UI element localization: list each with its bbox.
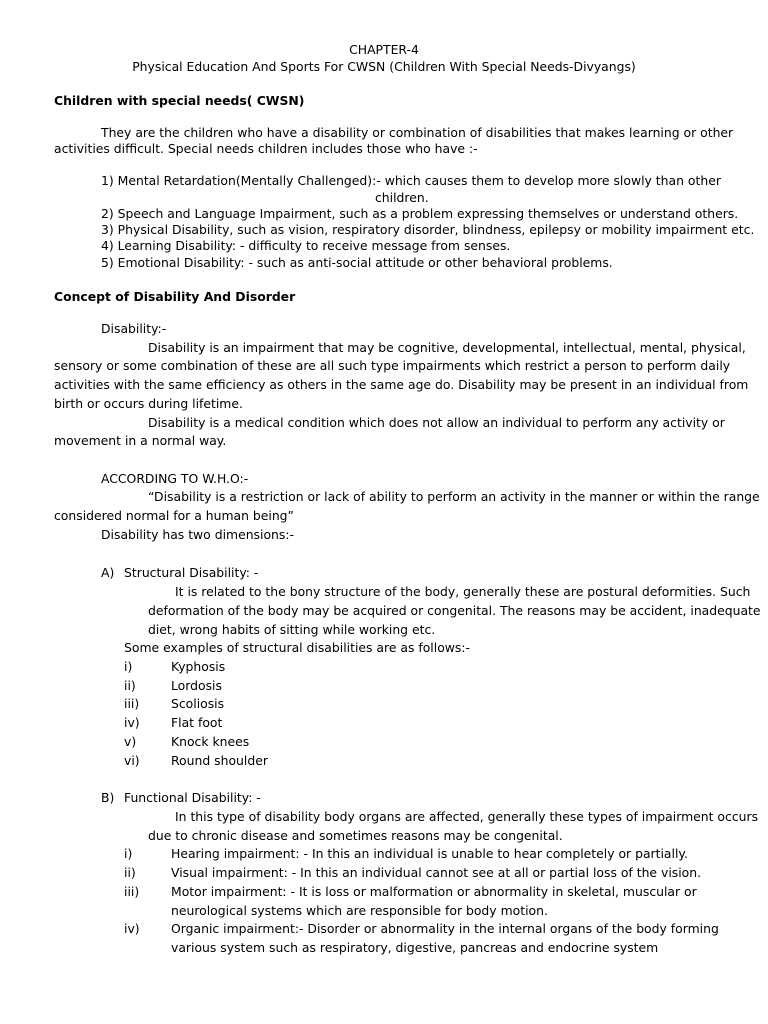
list-number: i) [124, 846, 133, 861]
examples-intro: Some examples of structural disabilities are as follows:- [124, 640, 471, 655]
paragraph-line: diet, wrong habits of sitting while working etc. [148, 622, 436, 637]
who-quote-line: “Disability is a restriction or lack of ability to perform an activity in the manner or within the range [148, 489, 760, 504]
paragraph-line: activities with the same efficiency as others in the same age do. Disability may be present in an individual from [54, 377, 749, 392]
list-item: Scoliosis [171, 696, 225, 711]
list-item: 1) Mental Retardation(Mentally Challenged):- which causes them to develop more slowly than other [101, 173, 721, 188]
list-item: 2) Speech and Language Impairment, such as a problem expressing themselves or understand others. [101, 206, 739, 221]
who-label: ACCORDING TO W.H.O:- [101, 471, 249, 486]
list-number: iii) [124, 696, 140, 711]
list-item: Kyphosis [171, 659, 226, 674]
list-number: ii) [124, 865, 136, 880]
list-item: Hearing impairment: - In this an individual is unable to hear completely or partially. [171, 846, 688, 861]
paragraph-line: Disability is a medical condition which does not allow an individual to perform any activity or [148, 415, 725, 430]
list-item: 3) Physical Disability, such as vision, respiratory disorder, blindness, epilepsy or mobility impairment etc. [101, 222, 755, 237]
section-heading-cwsn: Children with special needs( CWSN) [54, 93, 305, 108]
list-item: Visual impairment: - In this an individual cannot see at all or partial loss of the vision. [171, 865, 702, 880]
structural-title: Structural Disability: - [124, 565, 259, 580]
list-number: ii) [124, 678, 136, 693]
list-number: v) [124, 734, 137, 749]
list-item-continuation: children. [375, 190, 429, 205]
list-marker-b: B) [101, 790, 115, 805]
subsection-label: Disability:- [101, 321, 167, 336]
paragraph-line: birth or occurs during lifetime. [54, 396, 243, 411]
paragraph-line: deformation of the body may be acquired or congenital. The reasons may be accident, inadequate [148, 603, 761, 618]
list-number: vi) [124, 753, 140, 768]
paragraph-line: Disability is an impairment that may be cognitive, developmental, intellectual, mental, physical, [148, 340, 746, 355]
paragraph-line: It is related to the bony structure of the body, generally these are postural deformities. Such [175, 584, 751, 599]
paragraph-line: movement in a normal way. [54, 433, 227, 448]
list-number: iv) [124, 921, 140, 936]
dimensions-line: Disability has two dimensions:- [101, 527, 294, 542]
chapter-title: CHAPTER-4 [349, 42, 419, 57]
document-subtitle: Physical Education And Sports For CWSN (Children With Special Needs-Divyangs) [132, 59, 636, 74]
list-number: iii) [124, 884, 140, 899]
list-marker-a: A) [101, 565, 115, 580]
list-item: 5) Emotional Disability: - such as anti-social attitude or other behavioral problems. [101, 255, 613, 270]
paragraph-line: due to chronic disease and sometimes reasons may be congenital. [148, 828, 563, 843]
paragraph-line: They are the children who have a disability or combination of disabilities that makes learning or other [101, 125, 734, 140]
list-item-continuation: neurological systems which are responsible for body motion. [171, 903, 548, 918]
list-number: iv) [124, 715, 140, 730]
list-item: 4) Learning Disability: - difficulty to receive message from senses. [101, 238, 511, 253]
section-heading-concept: Concept of Disability And Disorder [54, 289, 296, 304]
list-item: Round shoulder [171, 753, 268, 768]
list-item: Knock knees [171, 734, 250, 749]
list-item: Lordosis [171, 678, 222, 693]
functional-title: Functional Disability: - [124, 790, 261, 805]
list-item: Flat foot [171, 715, 223, 730]
list-item: Organic impairment:- Disorder or abnormality in the internal organs of the body forming [171, 921, 719, 936]
list-number: i) [124, 659, 133, 674]
paragraph-line: sensory or some combination of these are all such type impairments which restrict a person to perform daily [54, 358, 731, 373]
list-item-continuation: various system such as respiratory, digestive, pancreas and endocrine system [171, 940, 659, 955]
who-quote-line: considered normal for a human being” [54, 508, 294, 523]
paragraph-line: In this type of disability body organs are affected, generally these types of impairment occurs [175, 809, 759, 824]
paragraph-line: activities difficult. Special needs children includes those who have :- [54, 141, 478, 156]
list-item: Motor impairment: - It is loss or malformation or abnormality in skeletal, muscular or [171, 884, 697, 899]
